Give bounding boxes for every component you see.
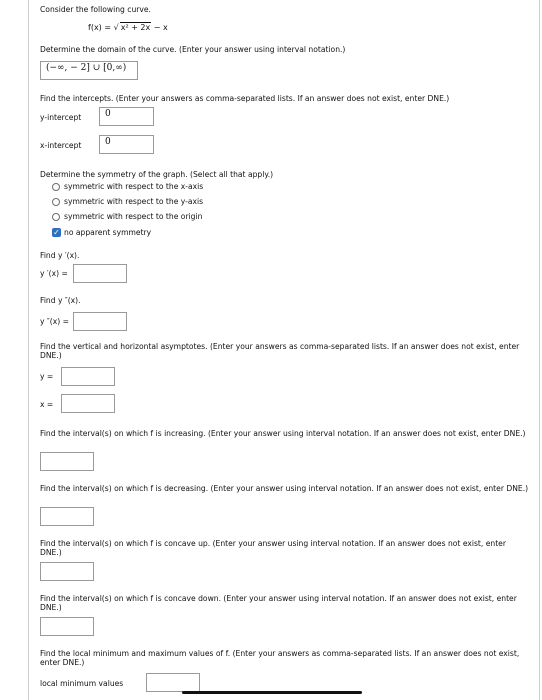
symmetry-origin-checkbox[interactable]	[52, 213, 60, 221]
increasing-prompt: Find the interval(s) on which f is increasing. (Enter your answer using interval notation. If an answer does not exist, enter DNE.)	[40, 429, 526, 438]
formula-lhs: f(x) =	[88, 23, 114, 32]
local-extrema-prompt: Find the local minimum and maximum values of f. (Enter your answers as comma-separated lists. If an answer does not exist, enter DNE.)	[40, 649, 520, 667]
formula-radicand: x² + 2x	[120, 23, 151, 32]
symmetry-y-axis-checkbox[interactable]	[52, 198, 60, 206]
formula-tail: − x	[151, 23, 168, 32]
first-derivative-label: y ′(x) =	[40, 269, 68, 278]
home-indicator[interactable]	[182, 691, 362, 694]
concave-down-prompt: Find the interval(s) on which f is concave down. (Enter your answer using interval notation. If an answer does not exist, enter DNE.)	[40, 594, 517, 612]
symmetry-x-axis-checkbox[interactable]	[52, 183, 60, 191]
first-derivative-prompt: Find y ′(x).	[40, 251, 80, 260]
decreasing-input[interactable]	[40, 507, 94, 526]
x-intercept-label: x-intercept	[40, 141, 82, 150]
function-formula	[88, 22, 168, 32]
symmetry-option-label: no apparent symmetry	[64, 228, 152, 237]
vertical-asymptote-input[interactable]	[61, 394, 115, 413]
y-intercept-input[interactable]: 0	[99, 107, 154, 126]
second-derivative-input[interactable]	[73, 312, 127, 331]
x-intercept-input[interactable]: 0	[99, 135, 154, 154]
y-intercept-label: y-intercept	[40, 113, 82, 122]
symmetry-none-checkbox[interactable]	[52, 228, 61, 237]
domain-prompt: Determine the domain of the curve. (Enter your answer using interval notation.)	[40, 45, 346, 54]
second-derivative-prompt: Find y ″(x).	[40, 296, 81, 305]
intro-text: Consider the following curve.	[40, 5, 151, 14]
symmetry-prompt: Determine the symmetry of the graph. (Select all that apply.)	[40, 170, 274, 179]
intercepts-prompt: Find the intercepts. (Enter your answers as comma-separated lists. If an answer does not exist, enter DNE.)	[40, 94, 450, 103]
sqrt-icon: √	[113, 23, 119, 32]
symmetry-option-label: symmetric with respect to the origin	[64, 212, 203, 221]
local-minimum-label: local minimum values	[40, 679, 124, 688]
asymptote-y-label: y =	[40, 372, 54, 381]
second-derivative-label: y ″(x) =	[40, 317, 69, 326]
domain-input[interactable]: (−∞, − 2] ∪ [0,∞)	[40, 61, 138, 80]
horizontal-asymptote-input[interactable]	[61, 367, 115, 386]
concave-up-prompt: Find the interval(s) on which f is concave up. (Enter your answer using interval notation. If an answer does not exist, enter DNE.)	[40, 539, 506, 557]
asymptotes-prompt: Find the vertical and horizontal asymptotes. (Enter your answers as comma-separated lists. If an answer does not exist, enter DNE.)	[40, 342, 520, 360]
concave-down-input[interactable]	[40, 617, 94, 636]
asymptote-x-label: x =	[40, 400, 54, 409]
symmetry-option-label: symmetric with respect to the y-axis	[64, 197, 204, 206]
increasing-input[interactable]	[40, 452, 94, 471]
decreasing-prompt: Find the interval(s) on which f is decreasing. (Enter your answer using interval notation. If an answer does not exist, enter DNE.)	[40, 484, 529, 493]
first-derivative-input[interactable]	[73, 264, 127, 283]
local-minimum-input[interactable]	[146, 673, 200, 692]
checkmark-icon: ✓	[53, 228, 60, 237]
symmetry-option-label: symmetric with respect to the x-axis	[64, 182, 204, 191]
concave-up-input[interactable]	[40, 562, 94, 581]
